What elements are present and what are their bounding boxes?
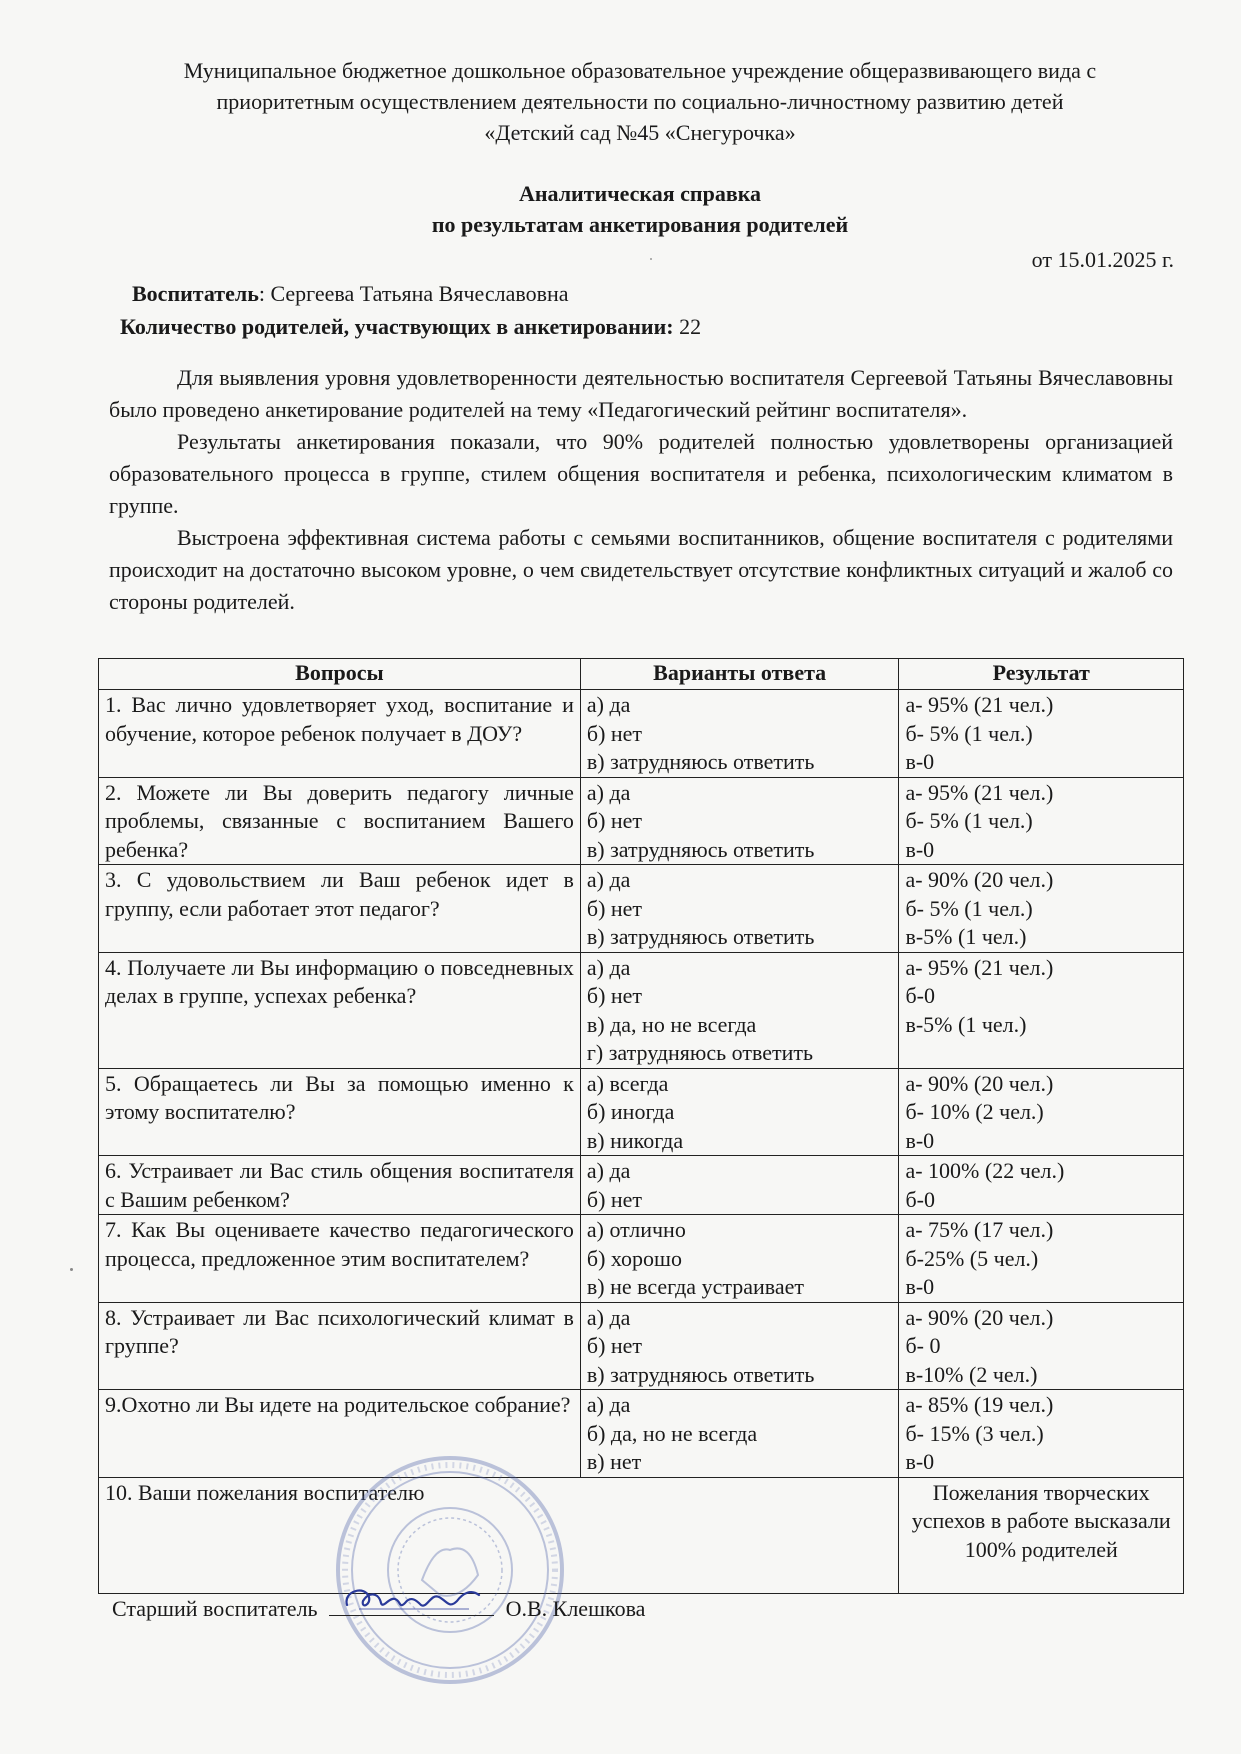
- document-title: [100, 178, 1180, 240]
- answers-cell: [580, 1068, 899, 1156]
- table-row: [99, 1302, 1184, 1390]
- results-cell: [899, 690, 1184, 778]
- institution-header: [100, 55, 1180, 148]
- result-value: а- 90% (20 чел.): [905, 867, 1054, 892]
- result-value: в-10% (2 чел.): [905, 1361, 1038, 1387]
- answers-cell: [580, 777, 899, 865]
- signatory-role: Старший воспитатель: [112, 1596, 318, 1621]
- table-row: [99, 1068, 1184, 1156]
- answers-cell: [580, 1215, 899, 1303]
- header-questions: Вопросы: [99, 659, 581, 690]
- educator-line: [132, 281, 569, 307]
- results-cell: [899, 952, 1184, 1068]
- result-value: а- 90% (20 чел.): [905, 1304, 1054, 1330]
- table-row: [99, 777, 1184, 865]
- answer-option: г) затрудняюсь ответить: [586, 1040, 814, 1065]
- title-line-2: по результатам анкетирования родителей: [431, 212, 849, 237]
- wish-question-cell: 10. Ваши пожелания воспитателю: [99, 1477, 899, 1593]
- table-header-row: [99, 659, 1184, 690]
- answers-cell: [580, 1390, 899, 1478]
- result-value: в-0: [905, 836, 935, 862]
- answer-option: б) да, но не всегда: [586, 1420, 758, 1446]
- result-value: б- 15% (3 чел.): [905, 1420, 1044, 1446]
- answer-option: б) нет: [586, 983, 643, 1008]
- answers-cell: [580, 690, 899, 778]
- answer-option: б) нет: [586, 808, 643, 833]
- participants-label: Количество родителей, участвующих в анкетировании:: [120, 314, 674, 339]
- answers-cell: [580, 952, 899, 1068]
- results-cell: [899, 1302, 1184, 1390]
- result-value: в-5% (1 чел.): [905, 1011, 1027, 1037]
- survey-table: [98, 658, 1184, 1594]
- signatory-name: О.В. Клешкова: [505, 1596, 646, 1621]
- paragraph: Результаты анкетирования показали, что 90% родителей полностью удовлетворены организацией образовательного процесса в группе, стилем общения воспитателя и ребенка, психологическим климатом в группе.: [109, 429, 1173, 518]
- signature-line: [329, 1593, 494, 1616]
- answer-option: в) нет: [586, 1449, 642, 1474]
- header-results: Результат: [899, 659, 1184, 690]
- paragraph: Выстроена эффективная система работы с семьями воспитанников, общение воспитателя с родителями происходит на достаточно высоком уровне, о чем свидетельствует отсутствие конфликтных ситуаций и жалоб со стороны родителей.: [109, 525, 1173, 614]
- result-value: а- 95% (21 чел.): [905, 954, 1054, 980]
- results-cell: [899, 1068, 1184, 1156]
- answer-option: а) да: [586, 1304, 631, 1330]
- official-stamp: [330, 1450, 570, 1690]
- result-value: а- 95% (21 чел.): [905, 692, 1054, 717]
- document-date: от 15.01.2025 г.: [1031, 247, 1174, 272]
- title-line-1: Аналитическая справка: [518, 181, 762, 206]
- answer-option: в) затрудняюсь ответить: [586, 924, 815, 949]
- participants-line: [120, 314, 701, 340]
- question-cell: 7. Как Вы оцениваете качество педагогического процесса, предложенное этим воспитателем?: [99, 1215, 581, 1303]
- question-cell: 8. Устраивает ли Вас психологический климат в группе?: [99, 1302, 581, 1390]
- question-cell: 1. Вас лично удовлетворяет уход, воспитание и обучение, которое ребенок получает в ДОУ?: [99, 690, 581, 778]
- scan-speck: [650, 258, 652, 260]
- answer-option: в) затрудняюсь ответить: [586, 836, 815, 862]
- question-cell: 2. Можете ли Вы доверить педагогу личные проблемы, связанные с воспитанием Вашего ребенка?: [99, 777, 581, 865]
- educator-label: Воспитатель: [132, 281, 259, 306]
- result-value: б- 5% (1 чел.): [905, 808, 1033, 833]
- answer-option: в) затрудняюсь ответить: [586, 1361, 815, 1387]
- result-value: б- 5% (1 чел.): [905, 895, 1033, 921]
- answer-option: а) да: [586, 867, 631, 892]
- table-row: [99, 865, 1184, 953]
- result-value: в-0: [905, 1127, 935, 1153]
- answer-option: а) всегда: [586, 1070, 669, 1096]
- result-value: б- 10% (2 чел.): [905, 1099, 1044, 1124]
- report-body: [109, 362, 1173, 618]
- answer-option: б) нет: [586, 1186, 643, 1212]
- header-line-1: Муниципальное бюджетное дошкольное образовательное учреждение общеразвивающего вида с: [183, 58, 1097, 83]
- table-row: [99, 1215, 1184, 1303]
- educator-name: : Сергеева Татьяна Вячеславовна: [258, 281, 569, 306]
- table-row: [99, 952, 1184, 1068]
- result-value: а- 95% (21 чел.): [905, 779, 1054, 805]
- answer-option: в) не всегда устраивает: [586, 1274, 804, 1299]
- result-value: а- 100% (22 чел.): [905, 1158, 1065, 1183]
- result-value: а- 85% (19 чел.): [905, 1392, 1054, 1417]
- question-cell: 6. Устраивает ли Вас стиль общения воспитателя с Вашим ребенком?: [99, 1156, 581, 1215]
- header-line-2: приоритетным осуществлением деятельности по социально-личностному развитию детей: [216, 89, 1064, 114]
- signature-mark: [339, 1579, 489, 1619]
- signature-block: [112, 1593, 645, 1622]
- wish-result-cell: Пожелания творческих успехов в работе высказали 100% родителей: [899, 1477, 1184, 1593]
- answer-option: а) да: [586, 954, 631, 980]
- answers-cell: [580, 1156, 899, 1215]
- result-value: в-5% (1 чел.): [905, 924, 1027, 949]
- results-cell: [899, 865, 1184, 953]
- result-value: б-0: [905, 983, 935, 1008]
- question-cell: 9.Охотно ли Вы идете на родительское собрание?: [99, 1390, 581, 1478]
- answers-cell: [580, 865, 899, 953]
- result-value: в-0: [905, 749, 935, 774]
- answer-option: а) да: [586, 779, 631, 805]
- answer-option: б) нет: [586, 895, 643, 921]
- result-value: а- 90% (20 чел.): [905, 1070, 1054, 1096]
- header-line-3: «Детский сад №45 «Снегурочка»: [484, 120, 796, 145]
- result-value: б- 0: [905, 1333, 941, 1358]
- answer-option: а) да: [586, 692, 631, 717]
- table-row: [99, 1390, 1184, 1478]
- question-cell: 5. Обращаетесь ли Вы за помощью именно к этому воспитателю?: [99, 1068, 581, 1156]
- answer-option: в) да, но не всегда: [586, 1011, 757, 1037]
- result-value: б-0: [905, 1186, 935, 1212]
- answer-option: а) отлично: [586, 1217, 686, 1242]
- result-value: б- 5% (1 чел.): [905, 720, 1033, 746]
- survey-table-body: [99, 690, 1184, 1594]
- answer-option: б) хорошо: [586, 1245, 682, 1271]
- results-cell: [899, 1390, 1184, 1478]
- results-cell: [899, 1215, 1184, 1303]
- question-cell: 3. С удовольствием ли Ваш ребенок идет в группу, если работает этот педагог?: [99, 865, 581, 953]
- results-cell: [899, 1156, 1184, 1215]
- participants-value: 22: [673, 314, 702, 339]
- paragraph: Для выявления уровня удовлетворенности деятельностью воспитателя Сергеевой Татьяны Вячеславовны было проведено анкетирование родителей на тему «Педагогический рейтинг воспитателя».: [109, 365, 1173, 422]
- answers-cell: [580, 1302, 899, 1390]
- result-value: а- 75% (17 чел.): [905, 1217, 1054, 1242]
- table-row-wishes: [99, 1477, 1184, 1593]
- header-answers: Варианты ответа: [580, 659, 899, 690]
- result-value: б-25% (5 чел.): [905, 1245, 1039, 1271]
- answer-option: а) да: [586, 1392, 631, 1417]
- scan-speck: [70, 1268, 73, 1271]
- table-row: [99, 690, 1184, 778]
- results-cell: [899, 777, 1184, 865]
- answer-option: б) нет: [586, 1333, 643, 1358]
- question-cell: 4. Получаете ли Вы информацию о повседневных делах в группе, успехах ребенка?: [99, 952, 581, 1068]
- answer-option: а) да: [586, 1158, 631, 1183]
- answer-option: б) нет: [586, 720, 643, 746]
- answer-option: б) иногда: [586, 1099, 675, 1124]
- result-value: в-0: [905, 1449, 935, 1474]
- table-row: [99, 1156, 1184, 1215]
- result-value: в-0: [905, 1274, 935, 1299]
- answer-option: в) никогда: [586, 1127, 684, 1153]
- answer-option: в) затрудняюсь ответить: [586, 749, 815, 774]
